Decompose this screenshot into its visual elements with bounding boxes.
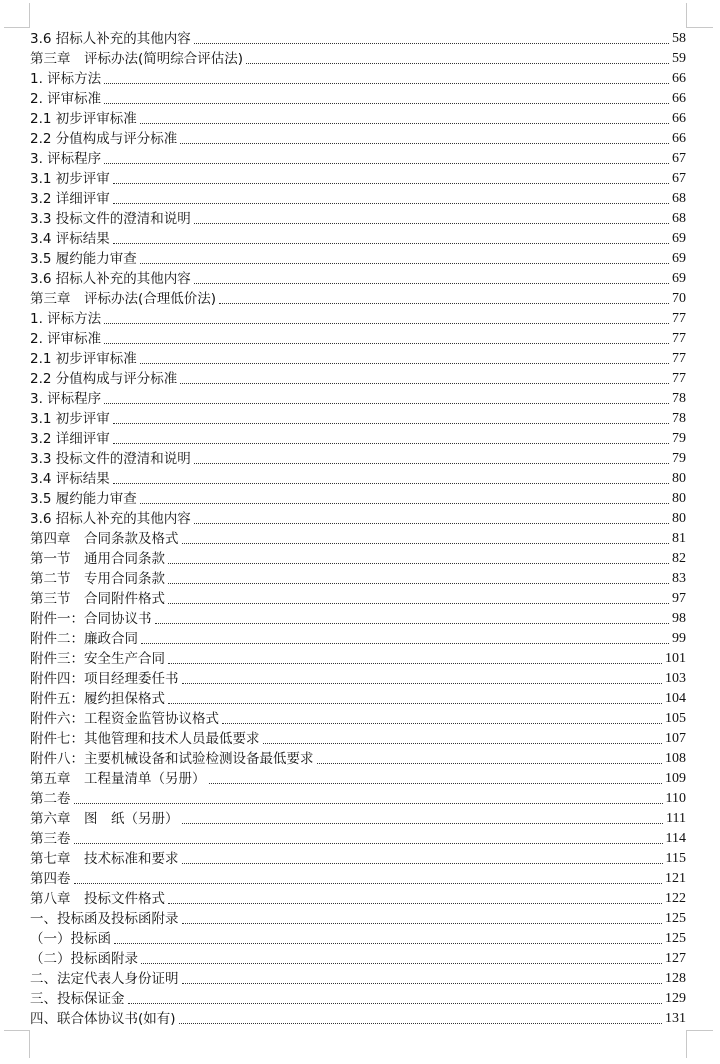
table-of-contents [30,29,686,1029]
toc-entry-title: 第二卷 [30,791,71,807]
toc-entry-title: 3.1 初步评审 [30,171,110,187]
toc-entry-page-number: 67 [672,151,686,166]
dot-leader [209,782,663,784]
toc-entry-page-number: 105 [665,711,686,726]
dot-leader [128,1002,663,1004]
toc-entry-page-number: 69 [672,231,686,246]
dot-leader [140,262,669,264]
toc-entry-page-number: 111 [666,811,686,826]
dot-leader [194,462,669,464]
toc-entry-title: 附件七：其他管理和技术人员最低要求 [30,731,260,747]
dot-leader [246,62,669,64]
toc-entry-title: 3.1 初步评审 [30,411,110,427]
toc-entry-title: 第七章 技术标准和要求 [30,851,179,867]
dot-leader [180,382,669,384]
toc-entry-title: 附件六：工程资金监管协议格式 [30,711,219,727]
toc-entry-title: 第一节 通用合同条款 [30,551,165,567]
dot-leader [141,962,662,964]
dot-leader [104,82,669,84]
toc-entry-title: 3.6 招标人补充的其他内容 [30,271,191,287]
dot-leader [182,542,670,544]
toc-entry[interactable] [30,389,686,409]
toc-entry[interactable] [30,69,686,89]
toc-entry-page-number: 131 [665,1011,686,1026]
dot-leader [104,342,669,344]
toc-entry[interactable] [30,149,686,169]
dot-leader [168,562,669,564]
toc-entry-page-number: 115 [665,851,686,866]
toc-entry[interactable] [30,169,686,189]
toc-entry-page-number: 79 [672,451,686,466]
toc-entry[interactable] [30,109,686,129]
toc-entry[interactable] [30,989,686,1009]
toc-entry[interactable] [30,49,686,69]
corner-mark-top-right [686,3,713,28]
dot-leader [168,602,669,604]
toc-entry-title: 四、联合体协议书(如有) [30,1011,176,1027]
dot-leader [222,722,662,724]
toc-entry[interactable] [30,189,686,209]
toc-entry-title: 三、投标保证金 [30,991,125,1007]
toc-entry[interactable] [30,929,686,949]
toc-entry-title: 3.3 投标文件的澄清和说明 [30,211,191,227]
dot-leader [113,442,669,444]
toc-entry-page-number: 66 [672,71,686,86]
dot-leader [114,942,662,944]
toc-entry-page-number: 77 [672,351,686,366]
dot-leader [74,802,663,804]
toc-entry-title: 2.2 分值构成与评分标准 [30,371,178,387]
toc-entry-page-number: 66 [672,131,686,146]
toc-entry-page-number: 104 [665,691,686,706]
toc-entry[interactable] [30,309,686,329]
toc-entry-title: 1. 评标方法 [30,311,102,327]
toc-entry-title: （二）投标函附录 [30,951,138,967]
toc-entry-page-number: 69 [672,251,686,266]
toc-entry-page-number: 77 [672,311,686,326]
toc-entry[interactable] [30,89,686,109]
toc-entry-title: 3.3 投标文件的澄清和说明 [30,451,191,467]
toc-entry-title: 第三卷 [30,831,71,847]
dot-leader [140,502,669,504]
toc-entry-page-number: 83 [672,571,686,586]
dot-leader [317,762,663,764]
toc-entry[interactable] [30,229,686,249]
corner-mark-bottom-left [4,1030,30,1058]
toc-entry-title: 3.5 履约能力审查 [30,251,137,267]
dot-leader [168,902,662,904]
toc-entry[interactable] [30,649,686,669]
toc-entry-title: 第三章 评标办法(简明综合评估法) [30,51,244,67]
toc-entry-title: 附件五：履约担保格式 [30,691,165,707]
toc-entry-page-number: 78 [672,391,686,406]
toc-entry-page-number: 80 [672,491,686,506]
dot-leader [104,162,669,164]
dot-leader [182,862,663,864]
toc-entry[interactable] [30,329,686,349]
dot-leader [155,622,670,624]
toc-entry[interactable] [30,369,686,389]
dot-leader [104,402,669,404]
toc-entry-title: 附件四：项目经理委任书 [30,671,179,687]
toc-entry[interactable] [30,469,686,489]
toc-entry[interactable] [30,349,686,369]
toc-entry-title: 附件八：主要机械设备和试验检测设备最低要求 [30,751,314,767]
toc-entry-page-number: 127 [665,951,686,966]
toc-entry-page-number: 125 [665,911,686,926]
toc-entry[interactable] [30,729,686,749]
toc-entry-page-number: 110 [665,791,686,806]
toc-entry[interactable] [30,709,686,729]
dot-leader [113,422,669,424]
toc-entry-page-number: 81 [672,531,686,546]
dot-leader [182,682,663,684]
toc-entry-title: 附件二：廉政合同 [30,631,138,647]
toc-entry[interactable] [30,289,686,309]
toc-entry[interactable] [30,209,686,229]
dot-leader [104,102,669,104]
toc-entry-page-number: 125 [665,931,686,946]
toc-entry[interactable] [30,889,686,909]
toc-entry-page-number: 107 [665,731,686,746]
toc-entry-page-number: 59 [672,51,686,66]
dot-leader [180,142,669,144]
toc-entry-title: 第五章 工程量清单（另册） [30,771,206,787]
toc-entry-page-number: 79 [672,431,686,446]
toc-entry[interactable] [30,29,686,49]
toc-entry-title: 第二节 专用合同条款 [30,571,165,587]
toc-entry-page-number: 69 [672,271,686,286]
toc-entry-page-number: 101 [665,651,686,666]
toc-entry-title: 2.1 初步评审标准 [30,351,137,367]
toc-entry-title: （一）投标函 [30,931,111,947]
toc-entry[interactable] [30,809,686,829]
toc-entry[interactable] [30,609,686,629]
dot-leader [182,982,663,984]
toc-entry[interactable] [30,249,686,269]
dot-leader [104,322,669,324]
toc-entry[interactable] [30,749,686,769]
toc-entry[interactable] [30,509,686,529]
toc-entry[interactable] [30,1009,686,1029]
toc-entry-title: 第六章 图 纸（另册） [30,811,179,827]
toc-entry-page-number: 77 [672,331,686,346]
dot-leader [194,42,669,44]
toc-entry-title: 3.6 招标人补充的其他内容 [30,511,191,527]
toc-entry[interactable] [30,449,686,469]
toc-entry-title: 3.2 详细评审 [30,191,110,207]
toc-entry[interactable] [30,489,686,509]
toc-entry-title: 3.4 评标结果 [30,471,110,487]
toc-entry[interactable] [30,949,686,969]
dot-leader [194,222,669,224]
toc-entry-title: 3.5 履约能力审查 [30,491,137,507]
toc-entry-title: 3.4 评标结果 [30,231,110,247]
dot-leader [263,742,663,744]
dot-leader [168,662,662,664]
toc-entry-page-number: 77 [672,371,686,386]
toc-entry[interactable] [30,629,686,649]
toc-entry-title: 3.2 详细评审 [30,431,110,447]
dot-leader [219,302,669,304]
dot-leader [113,482,669,484]
toc-entry[interactable] [30,569,686,589]
toc-entry[interactable] [30,769,686,789]
toc-entry-page-number: 67 [672,171,686,186]
toc-entry-title: 2. 评审标准 [30,331,102,347]
toc-entry[interactable] [30,829,686,849]
toc-entry-page-number: 97 [672,591,686,606]
corner-mark-bottom-right [686,1030,713,1058]
toc-entry-page-number: 103 [665,671,686,686]
toc-entry[interactable] [30,669,686,689]
dot-leader [113,202,669,204]
toc-entry-page-number: 108 [665,751,686,766]
toc-entry-title: 1. 评标方法 [30,71,102,87]
dot-leader [74,882,663,884]
toc-entry-title: 第四章 合同条款及格式 [30,531,179,547]
toc-entry-page-number: 99 [672,631,686,646]
toc-entry-page-number: 121 [665,871,686,886]
toc-entry-title: 附件一：合同协议书 [30,611,152,627]
toc-entry-page-number: 128 [665,971,686,986]
dot-leader [182,922,663,924]
toc-entry[interactable] [30,869,686,889]
toc-entry-page-number: 78 [672,411,686,426]
toc-entry-title: 一、投标函及投标函附录 [30,911,179,927]
toc-entry-title: 3.6 招标人补充的其他内容 [30,31,191,47]
toc-entry[interactable] [30,409,686,429]
dot-leader [113,242,669,244]
toc-entry-page-number: 66 [672,91,686,106]
toc-entry-page-number: 98 [672,611,686,626]
toc-entry-page-number: 68 [672,211,686,226]
toc-entry[interactable] [30,909,686,929]
toc-entry-page-number: 80 [672,471,686,486]
toc-entry-page-number: 58 [672,31,686,46]
dot-leader [113,182,669,184]
toc-entry-page-number: 66 [672,111,686,126]
toc-entry[interactable] [30,969,686,989]
toc-entry-title: 第八章 投标文件格式 [30,891,165,907]
toc-entry[interactable] [30,589,686,609]
toc-entry-page-number: 122 [665,891,686,906]
toc-entry-title: 3. 评标程序 [30,391,102,407]
toc-entry-page-number: 68 [672,191,686,206]
toc-entry-page-number: 70 [672,291,686,306]
toc-entry[interactable] [30,549,686,569]
toc-entry-title: 第四卷 [30,871,71,887]
toc-entry-page-number: 129 [665,991,686,1006]
dot-leader [168,582,669,584]
toc-entry-page-number: 114 [665,831,686,846]
toc-entry[interactable] [30,429,686,449]
corner-mark-top-left [4,3,30,28]
toc-entry-title: 2.1 初步评审标准 [30,111,137,127]
dot-leader [194,282,669,284]
toc-entry[interactable] [30,689,686,709]
toc-entry-title: 第三节 合同附件格式 [30,591,165,607]
toc-entry[interactable] [30,269,686,289]
dot-leader [182,822,664,824]
dot-leader [168,702,662,704]
toc-entry-title: 第三章 评标办法(合理低价法) [30,291,217,307]
dot-leader [179,1022,662,1024]
toc-entry[interactable] [30,529,686,549]
toc-entry-title: 二、法定代表人身份证明 [30,971,179,987]
dot-leader [194,522,669,524]
dot-leader [141,642,669,644]
toc-entry-page-number: 82 [672,551,686,566]
toc-entry[interactable] [30,789,686,809]
toc-entry-page-number: 109 [665,771,686,786]
toc-entry-title: 3. 评标程序 [30,151,102,167]
toc-entry-title: 附件三：安全生产合同 [30,651,165,667]
toc-entry[interactable] [30,129,686,149]
dot-leader [140,362,669,364]
toc-entry[interactable] [30,849,686,869]
dot-leader [74,842,663,844]
toc-entry-title: 2.2 分值构成与评分标准 [30,131,178,147]
toc-entry-page-number: 80 [672,511,686,526]
dot-leader [140,122,669,124]
toc-entry-title: 2. 评审标准 [30,91,102,107]
